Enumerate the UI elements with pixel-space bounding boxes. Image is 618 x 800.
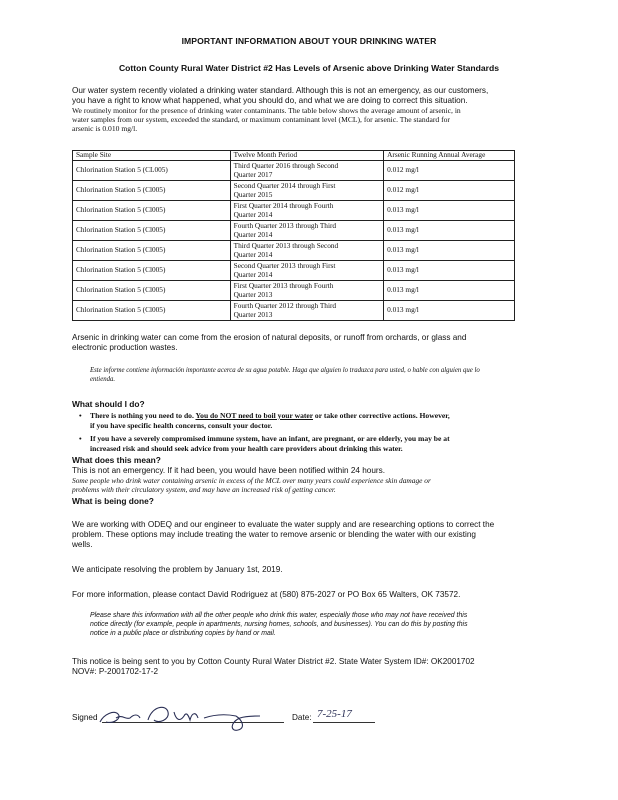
cell-sample-site: Chlorination Station 5 (Cl005): [73, 261, 231, 281]
arsenic-results-table: [72, 150, 515, 321]
cell-average: 0.013 mg/l: [384, 261, 515, 281]
bullet-at-risk-groups: • If you have a severely compromised immune system, have an infant, are pregnant, or are elderly, you may be at increased risk and should seek advice from your health care providers about drinking this water.: [79, 434, 450, 453]
heading-what-does-this-mean: What does this mean?: [72, 455, 161, 465]
cell-sample-site: Chlorination Station 5 (Cl005): [73, 301, 231, 321]
cell-sample-site: Chlorination Station 5 (Cl005): [73, 281, 231, 301]
cell-sample-site: Chlorination Station 5 (Cl005): [73, 201, 231, 221]
cell-period: Third Quarter 2016 through Second Quarter 2017: [230, 161, 384, 181]
monitoring-paragraph: [72, 106, 542, 133]
cell-period: Third Quarter 2013 through Second Quarter 2014: [230, 241, 384, 261]
table-row: [73, 221, 515, 241]
share-notice: Please share this information with all the other people who drink this water, especially those who may not have received this notice directly (for example, people in apartments, nursing homes, schools, and businesses). You can do this by posting this notice in a public place or distributing copies by hand or mail.: [90, 612, 468, 637]
bullet-nothing-to-do: • There is nothing you need to do. You do NOT need to boil your water or take other corrective actions. However, if you have specific health concerns, consult your doctor.: [79, 411, 450, 430]
table-row: [73, 261, 515, 281]
spanish-notice: [90, 366, 545, 384]
intro-line: Our water system recently violated a drinking water standard. Although this is not an emergency, as our customers,: [72, 86, 489, 95]
table-row: [73, 301, 515, 321]
cell-average: 0.013 mg/l: [384, 201, 515, 221]
cell-sample-site: Chlorination Station 5 (CL005): [73, 161, 231, 181]
system-id-notice: This notice is being sent to you by Cotton County Rural Water District #2. State Water System ID#: OK2001702 NOV#: P-2001702-17-2: [72, 657, 475, 676]
bullet-icon: •: [79, 411, 82, 420]
monitoring-line: We routinely monitor for the presence of drinking water contaminants. The table below shows the average amount of arsenic, in: [72, 106, 461, 115]
column-header-average: Arsenic Running Annual Average: [384, 151, 515, 161]
table-row: [73, 161, 515, 181]
date-label: Date:: [292, 713, 312, 722]
arsenic-source-paragraph: [72, 333, 542, 353]
contact-text: For more information, please contact David Rodriguez at (580) 875-2027 or PO Box 65 Walters, OK 73572.: [72, 590, 461, 599]
cell-period: Second Quarter 2014 through First Quarter 2015: [230, 181, 384, 201]
resolution-date-text: We anticipate resolving the problem by January 1st, 2019.: [72, 565, 283, 574]
cell-average: 0.013 mg/l: [384, 281, 515, 301]
spanish-line: entienda.: [90, 376, 116, 383]
cell-sample-site: Chlorination Station 5 (Cl005): [73, 181, 231, 201]
date-value: 7-25-17: [317, 708, 352, 720]
column-header-sample-site: Sample Site: [73, 151, 231, 161]
cell-average: 0.013 mg/l: [384, 241, 515, 261]
table-row: [73, 181, 515, 201]
cell-period: Fourth Quarter 2013 through Third Quarter 2014: [230, 221, 384, 241]
intro-line: you have a right to know what happened, what you should do, and what we are doing to correct this situation.: [72, 96, 468, 105]
health-effects-text: Some people who drink water containing arsenic in excess of the MCL over many years could experience skin damage or problems with their circulatory system, and may have an increased risk of getting cancer.: [72, 476, 431, 494]
handwritten-signature: [96, 700, 286, 734]
table-row: [73, 281, 515, 301]
column-header-period: Twelve Month Period: [230, 151, 384, 161]
cell-period: First Quarter 2013 through Fourth Quarter 2013: [230, 281, 384, 301]
table-row: [73, 241, 515, 261]
source-line: Arsenic in drinking water can come from the erosion of natural deposits, or runoff from orchards, or glass and: [72, 333, 467, 342]
intro-paragraph: [72, 86, 542, 106]
cell-period: Second Quarter 2013 through First Quarter 2014: [230, 261, 384, 281]
cell-average: 0.012 mg/l: [384, 161, 515, 181]
boil-water-emphasis: You do NOT need to boil your water: [195, 411, 314, 420]
page-subtitle: Cotton County Rural Water District #2 Has Levels of Arsenic above Drinking Water Standards: [118, 63, 500, 73]
cell-average: 0.013 mg/l: [384, 301, 515, 321]
cell-average: 0.013 mg/l: [384, 221, 515, 241]
spanish-line: Este informe contiene información importante acerca de su agua potable. Haga que alguien lo traduzca para usted, o hable con alguien que lo: [90, 367, 480, 374]
bullet-icon: •: [79, 434, 82, 443]
monitoring-line: water samples from our system, exceeded the standard, or maximum contaminant level (MCL), for arsenic. The standard for: [72, 115, 450, 124]
date-line: [313, 722, 375, 723]
monitoring-line: arsenic is 0.010 mg/l.: [72, 124, 138, 133]
cell-sample-site: Chlorination Station 5 (Cl005): [73, 221, 231, 241]
source-line: electronic production wastes.: [72, 343, 178, 352]
page-title: IMPORTANT INFORMATION ABOUT YOUR DRINKING WATER: [181, 36, 437, 46]
cell-period: First Quarter 2014 through Fourth Quarter 2014: [230, 201, 384, 221]
heading-what-is-being-done: What is being done?: [72, 496, 154, 506]
heading-what-should-i-do: What should I do?: [72, 399, 145, 409]
table-row: [73, 201, 515, 221]
being-done-paragraph: We are working with ODEQ and our engineer to evaluate the water supply and are researching options to correct the problem. These options may include treating the water to remove arsenic or blending the water with our existing wells.: [72, 520, 495, 549]
cell-period: Fourth Quarter 2012 through Third Quarter 2013: [230, 301, 384, 321]
cell-average: 0.012 mg/l: [384, 181, 515, 201]
table-header-row: [73, 151, 515, 161]
signed-label: Signed: [72, 713, 98, 722]
not-emergency-text: This is not an emergency. If it had been, you would have been notified within 24 hours.: [72, 466, 385, 475]
cell-sample-site: Chlorination Station 5 (Cl005): [73, 241, 231, 261]
